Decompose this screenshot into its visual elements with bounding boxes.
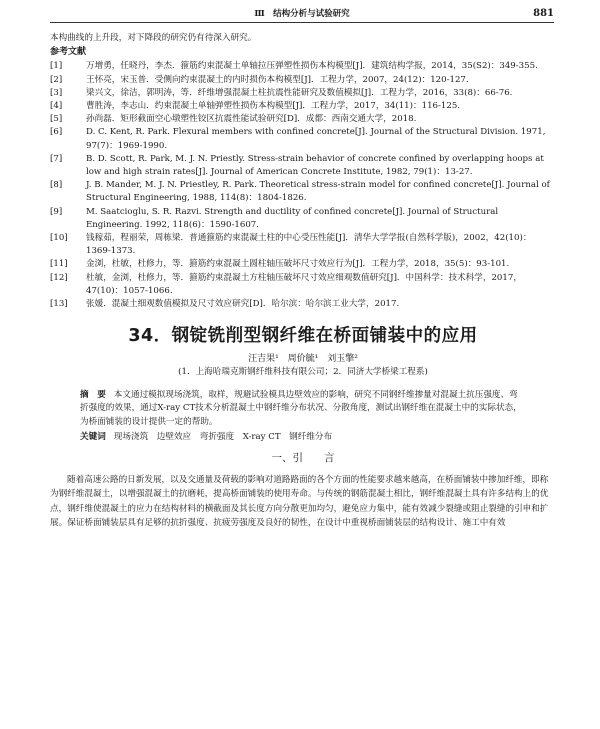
running-header-section: Ⅲ 结构分析与试验研究 bbox=[254, 9, 350, 19]
reference-number: [3] bbox=[50, 87, 63, 98]
abstract-label: 摘 要 bbox=[80, 390, 106, 401]
reference-number: [9] bbox=[50, 206, 63, 217]
reference-number: [2] bbox=[50, 74, 63, 85]
abstract-text: 本文通过模拟现场浇筑，取样，规避试验模具边壁效应的影响，研究不同钢纤维掺量对混凝土抗压强度、弯折强度的效果，通过X-ray CT技术分析混凝土中钢纤维分布状况、分散角度，测试出钢纤维在混凝土中的实际状态，为桥面铺装的设计提供一定的帮助。 bbox=[80, 390, 522, 427]
keywords-label: 关键词 bbox=[80, 431, 106, 442]
intro-text: 本构曲线的上升段，对下降段的研究仍有待深入研究。 bbox=[50, 33, 257, 43]
page-content bbox=[50, 32, 556, 530]
reference-text: 钱稼茹，程丽荣，周栋梁．普通箍筋约束混凝土柱的中心受压性能[J]．清华大学学报(自然科学版)，2002，42(10)：1369-1373. bbox=[86, 233, 532, 257]
reference-item bbox=[50, 206, 556, 232]
reference-text: 金浏，杜敏，杜修力，等．箍筋约束混凝土圆柱轴压破坏尺寸效应行为[J]．工程力学，2018，35(5)：93-101. bbox=[86, 259, 510, 270]
reference-text: 梁兴文，徐洁，郭明涛，等．纤维增强混凝土柱抗震性能研究及数值模拟[J]．工程力学，2016，33(8)：66-76. bbox=[86, 87, 513, 98]
reference-item bbox=[50, 87, 556, 100]
reference-number: [11] bbox=[50, 259, 68, 270]
reference-number: [4] bbox=[50, 101, 63, 112]
reference-text: J. B. Mander, M. J. N. Priestley, R. Park. Theoretical stress-strain model for confined concrete[J]. Journal of Structural Engineering, 1988, 114(8)：1804-1826. bbox=[86, 180, 550, 204]
article-affiliation: (1．上海哈瑞克斯钢纤维科技有限公司；2．同济大学桥梁工程系) bbox=[178, 367, 428, 378]
body-paragraph: 随着高速公路的日新发展，以及交通量及荷载的影响对道路路面的各个方面的性能要求越来越高，在桥面铺装中掺加纤维，即称为钢纤维混凝土，以增强混凝土的抗磨耗，提高桥面铺装的使用寿命。与传统的钢筋混凝土相比，钢纤维混凝土具有许多结构上的优点，钢纤维使混凝土的应力在结构材料的横截面及其长度方向分散更加均匀，避免应力集中，能有效减少裂缝或阻止裂缝的引申和扩展。保证桥面铺装层具有足够的抗折强度、抗疲劳强度及良好的韧性，在设计中重视桥面铺装层的结构设计、施工中有效 bbox=[50, 475, 549, 528]
reference-text: 张媛．混凝土细观数值模拟及尺寸效应研究[D]．哈尔滨：哈尔滨工业大学，2017. bbox=[86, 299, 400, 310]
abstract bbox=[80, 389, 526, 429]
reference-item bbox=[50, 113, 556, 126]
page-header bbox=[50, 8, 554, 23]
reference-item bbox=[50, 100, 556, 113]
reference-text: 万增勇，任晓丹，李杰．箍筋约束混凝土单轴拉压弹塑性损伤本构模型[J]．建筑结构学报，2014，35(S2)：349-355. bbox=[86, 61, 538, 72]
reference-text: B. D. Scott, R. Park, M. J. N. Priestly. Stress-strain behavior of concrete confined by overlapping hoops at low and high strain rates[J]. Journal of American Concrete Institute, 1982, 79(1)：13-27. bbox=[86, 153, 544, 178]
reference-text: D. C. Kent, R. Park. Flexural members with confined concrete[J]. Journal of the Structural Division. 1971, 97(7)：1969-1990. bbox=[86, 127, 546, 151]
reference-item bbox=[50, 179, 556, 205]
reference-list bbox=[50, 60, 556, 311]
reference-item bbox=[50, 232, 556, 258]
reference-number: [10] bbox=[50, 233, 68, 244]
reference-item bbox=[50, 153, 556, 179]
article-authors: 汪吉果¹ 周价毓¹ 刘玉擎² bbox=[248, 354, 358, 365]
article-title: 34．钢锭铣削型钢纤维在桥面铺装中的应用 bbox=[128, 326, 478, 347]
reference-text: 曹胜涛，李志山．约束混凝土单轴弹塑性损伤本构模型[J]．工程力学，2017，34(11)：116-125. bbox=[86, 101, 461, 112]
reference-text: 孙尚磊．矩形截面空心墩塑性铰区抗震性能试验研究[D]．成都：西南交通大学，2018. bbox=[86, 114, 417, 125]
reference-item bbox=[50, 272, 556, 298]
section-heading-introduction: 一、引 言 bbox=[271, 452, 335, 465]
reference-item bbox=[50, 74, 556, 87]
reference-number: [1] bbox=[50, 61, 63, 72]
reference-number: [8] bbox=[50, 180, 63, 191]
reference-number: [6] bbox=[50, 127, 63, 138]
reference-text: M. Saatcioglu, S. R. Razvi. Strength and ductility of confined concrete[J]. Journal of Structural Engineering. 1992, 118(6)：1590-1607. bbox=[86, 206, 499, 230]
reference-number: [13] bbox=[50, 299, 68, 310]
reference-item bbox=[50, 258, 556, 271]
reference-item bbox=[50, 126, 556, 152]
reference-number: [5] bbox=[50, 114, 63, 125]
page-number: 881 bbox=[533, 8, 554, 19]
reference-item bbox=[50, 298, 556, 311]
keywords bbox=[80, 431, 526, 444]
reference-text: 杜敏，金浏，杜修力，等．箍筋约束混凝土方柱轴压破坏尺寸效应细观数值研究[J]．中国科学：技术科学，2017，47(10)：1057-1066. bbox=[86, 272, 522, 296]
keywords-text: 现场浇筑 边壁效应 弯折强度 X-ray CT 钢纤维分布 bbox=[113, 431, 333, 442]
reference-number: [12] bbox=[50, 272, 68, 283]
reference-number: [7] bbox=[50, 153, 63, 164]
reference-item bbox=[50, 60, 556, 73]
references-heading: 参考文献 bbox=[50, 47, 87, 58]
reference-text: 王怀亮，宋玉普．受侧向约束混凝土的内时损伤本构模型[J]．工程力学，2007，24(12)：120-127. bbox=[86, 74, 469, 85]
